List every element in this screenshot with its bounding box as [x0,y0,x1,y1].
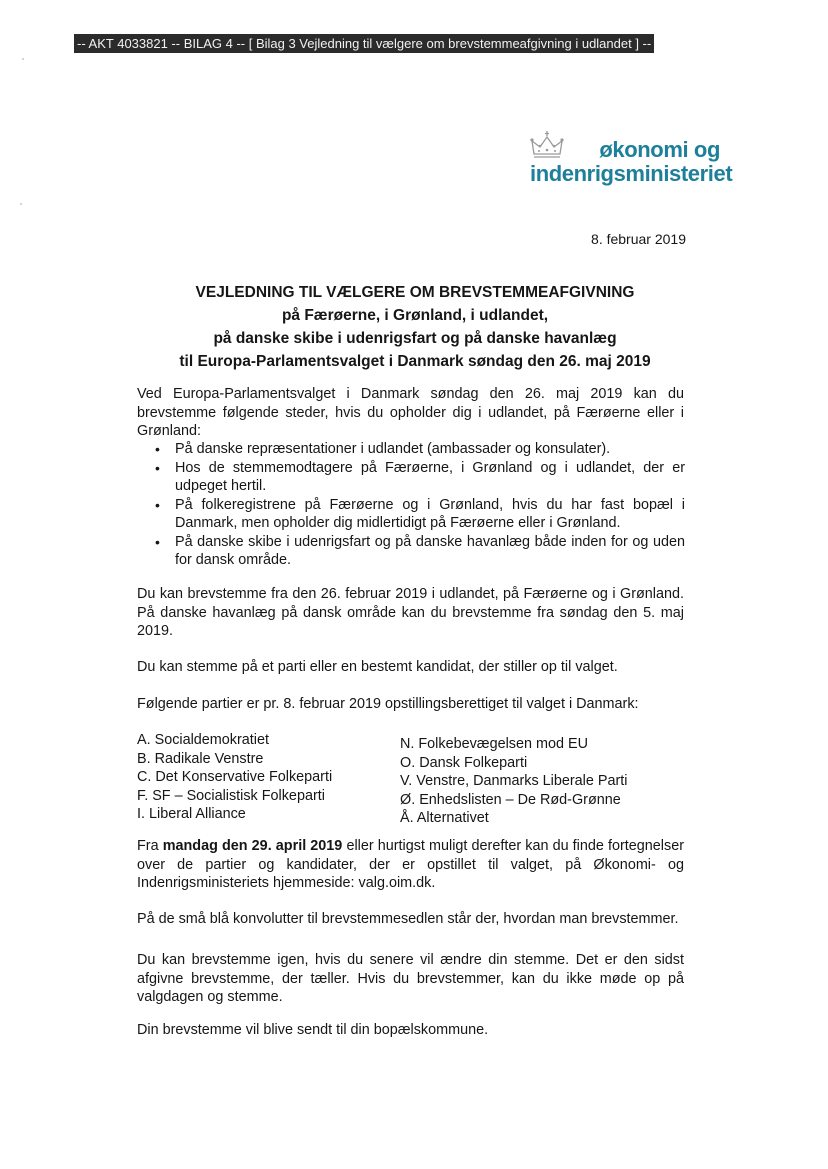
document-date: 8. februar 2019 [591,231,686,247]
lists-suffix-text: eller hurtigst muligt derefter kan du finde fortegnelser over de partier og kandidater, der er opstillet til valget, på Økonomi- og Indenrigsministeriets hjemmeside: valg.oim.dk. [137,838,684,891]
party-item: O. Dansk Folkeparti [400,754,528,771]
title-line: VEJLEDNING TIL VÆLGERE OM BREVSTEMMEAFGIVNING [195,284,635,301]
party-item: B. Radikale Venstre [137,750,264,767]
voting-period-paragraph: Du kan brevstemme fra den 26. februar 2019 i udlandet, på Færøerne og i Grønland. På danske havanlæg på dansk område kan du brevstemme fra søndag den 5. maj 2019. [137,586,684,639]
revote-paragraph: Du kan brevstemme igen, hvis du senere vil ændre din stemme. Det er den sidst afgivne brevstemme, der tæller. Hvis du brevstemmer, kan du ikke møde op på valgdagen og stemme. [137,952,684,1005]
document-stamp: -- AKT 4033821 -- BILAG 4 -- [ Bilag 3 Vejledning til vælgere om brevstemmeafgivning i udlandet ] -- [74,34,654,53]
list-item: • Hos de stemmemodtagere på Færøerne, i Grønland og i udlandet, der er udpeget hertil. [155,459,685,496]
title-line: på Færøerne, i Grønland, i udlandet, [281,307,549,324]
ministry-logo [526,128,733,188]
list-item: • På folkeregistrene på Færøerne og i Grønland, hvis du har fast bopæl i Danmark, men opholder dig midlertidigt på Færøerne eller i Grønland. [155,496,685,533]
lists-date-text: mandag den 29. april 2019 [162,838,343,854]
party-item: Å. Alternativet [400,810,489,826]
party-item: A. Socialdemokratiet [137,732,269,748]
ministry-name-line2: indenrigsministeriet [530,161,733,186]
ballot-destination-paragraph: Din brevstemme vil blive sendt til din bopælskommune. [137,1022,489,1038]
voting-locations-list [155,440,685,570]
party-item: Ø. Enhedslisten – De Rød-Grønne [400,791,621,808]
party-item: N. Folkebevægelsen mod EU [400,736,588,752]
title-line: til Europa-Parlamentsvalget i Danmark søndag den 26. maj 2019 [179,353,651,370]
vote-options-paragraph: Du kan stemme på et parti eller en bestemt kandidat, der stiller op til valget. [137,659,618,675]
party-item: C. Det Konservative Folkeparti [137,769,333,785]
list-item: • På danske repræsentationer i udlandet (ambassader og konsulater). [155,440,685,459]
scan-speck [20,203,22,205]
party-item: V. Venstre, Danmarks Liberale Parti [400,773,628,789]
ministry-name-line1: økonomi og [599,137,720,162]
party-item: I. Liberal Alliance [137,806,246,822]
lists-prefix-text: Fra [137,838,163,854]
intro-paragraph: Ved Europa-Parlamentsvalget i Danmark søndag den 26. maj 2019 kan du brevstemme følgende steder, hvis du opholder dig i udlandet, på Færøerne eller i Grønland: [137,386,684,439]
document-title [100,281,730,373]
scan-speck [22,58,24,60]
envelopes-paragraph: På de små blå konvolutter til brevstemmesedlen står der, hvordan man brevstemmer. [137,911,679,927]
parties-list-right [400,735,627,828]
title-line: på danske skibe i udenrigsfart og på danske havanlæg [213,330,617,347]
parties-intro-paragraph: Følgende partier er pr. 8. februar 2019 opstillingsberettiget til valget i Danmark: [137,696,639,712]
candidate-lists-paragraph [137,837,684,893]
ministry-name [530,137,733,186]
list-item: • På danske skibe i udenrigsfart og på danske havanlæg både inden for og uden for dansk område. [155,533,685,570]
parties-list-left [137,731,332,824]
party-item: F. SF – Socialistisk Folkeparti [137,787,325,804]
